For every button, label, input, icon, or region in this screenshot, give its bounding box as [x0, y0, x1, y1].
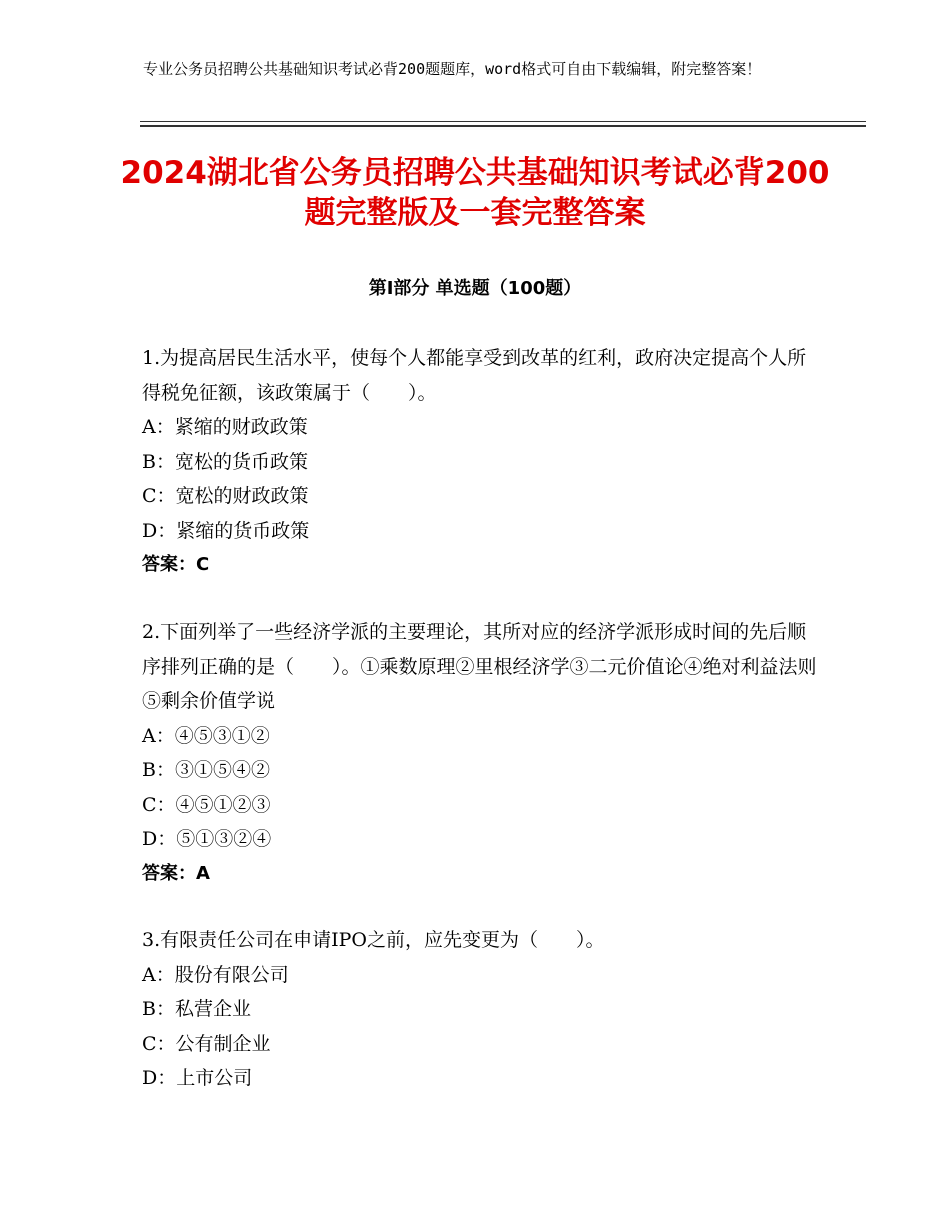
- option-c: C：宽松的财政政策: [142, 485, 309, 507]
- document-title: 2024湖北省公务员招聘公共基础知识考试必背200题完整版及一套完整答案: [120, 155, 830, 231]
- option-b: B：私营企业: [142, 998, 251, 1020]
- question-stem: 1.为提高居民生活水平，使每个人都能享受到改革的红利，政府决定提高个人所得税免征额，该政策属于（ ）。: [142, 347, 807, 404]
- question-3: [142, 923, 822, 1096]
- answer: 答案：A: [142, 862, 210, 884]
- header-divider: [140, 121, 866, 122]
- option-c: C：公有制企业: [142, 1032, 271, 1055]
- option-d: D：⑤①③②④: [142, 828, 272, 850]
- option-a: A：股份有限公司: [142, 963, 289, 986]
- header-divider-thick: [140, 125, 866, 127]
- option-d: D：紧缩的货币政策: [142, 519, 310, 542]
- option-b: B：宽松的货币政策: [142, 450, 308, 473]
- question-2: [142, 615, 822, 891]
- question-stem: 2.下面列举了一些经济学派的主要理论，其所对应的经济学派形成时间的先后顺序排列正确的是（ ）。①乘数原理②里根经济学③二元价值论④绝对利益法则⑤剩余价值学说: [142, 621, 817, 712]
- header-note: 专业公务员招聘公共基础知识考试必背200题题库，word格式可自由下载编辑，附完整答案！: [143, 60, 762, 78]
- option-c: C：④⑤①②③: [142, 793, 271, 816]
- question-stem: 3.有限责任公司在申请IPO之前，应先变更为（ ）。: [142, 929, 605, 951]
- option-d: D：上市公司: [142, 1067, 253, 1089]
- answer: 答案：C: [142, 554, 210, 575]
- question-1: [142, 341, 822, 583]
- option-a: A：④⑤③①②: [142, 724, 270, 747]
- section-title: 第Ⅰ部分 单选题（100题）: [368, 278, 582, 299]
- option-b: B：③①⑤④②: [142, 759, 270, 781]
- option-a: A：紧缩的财政政策: [142, 416, 308, 438]
